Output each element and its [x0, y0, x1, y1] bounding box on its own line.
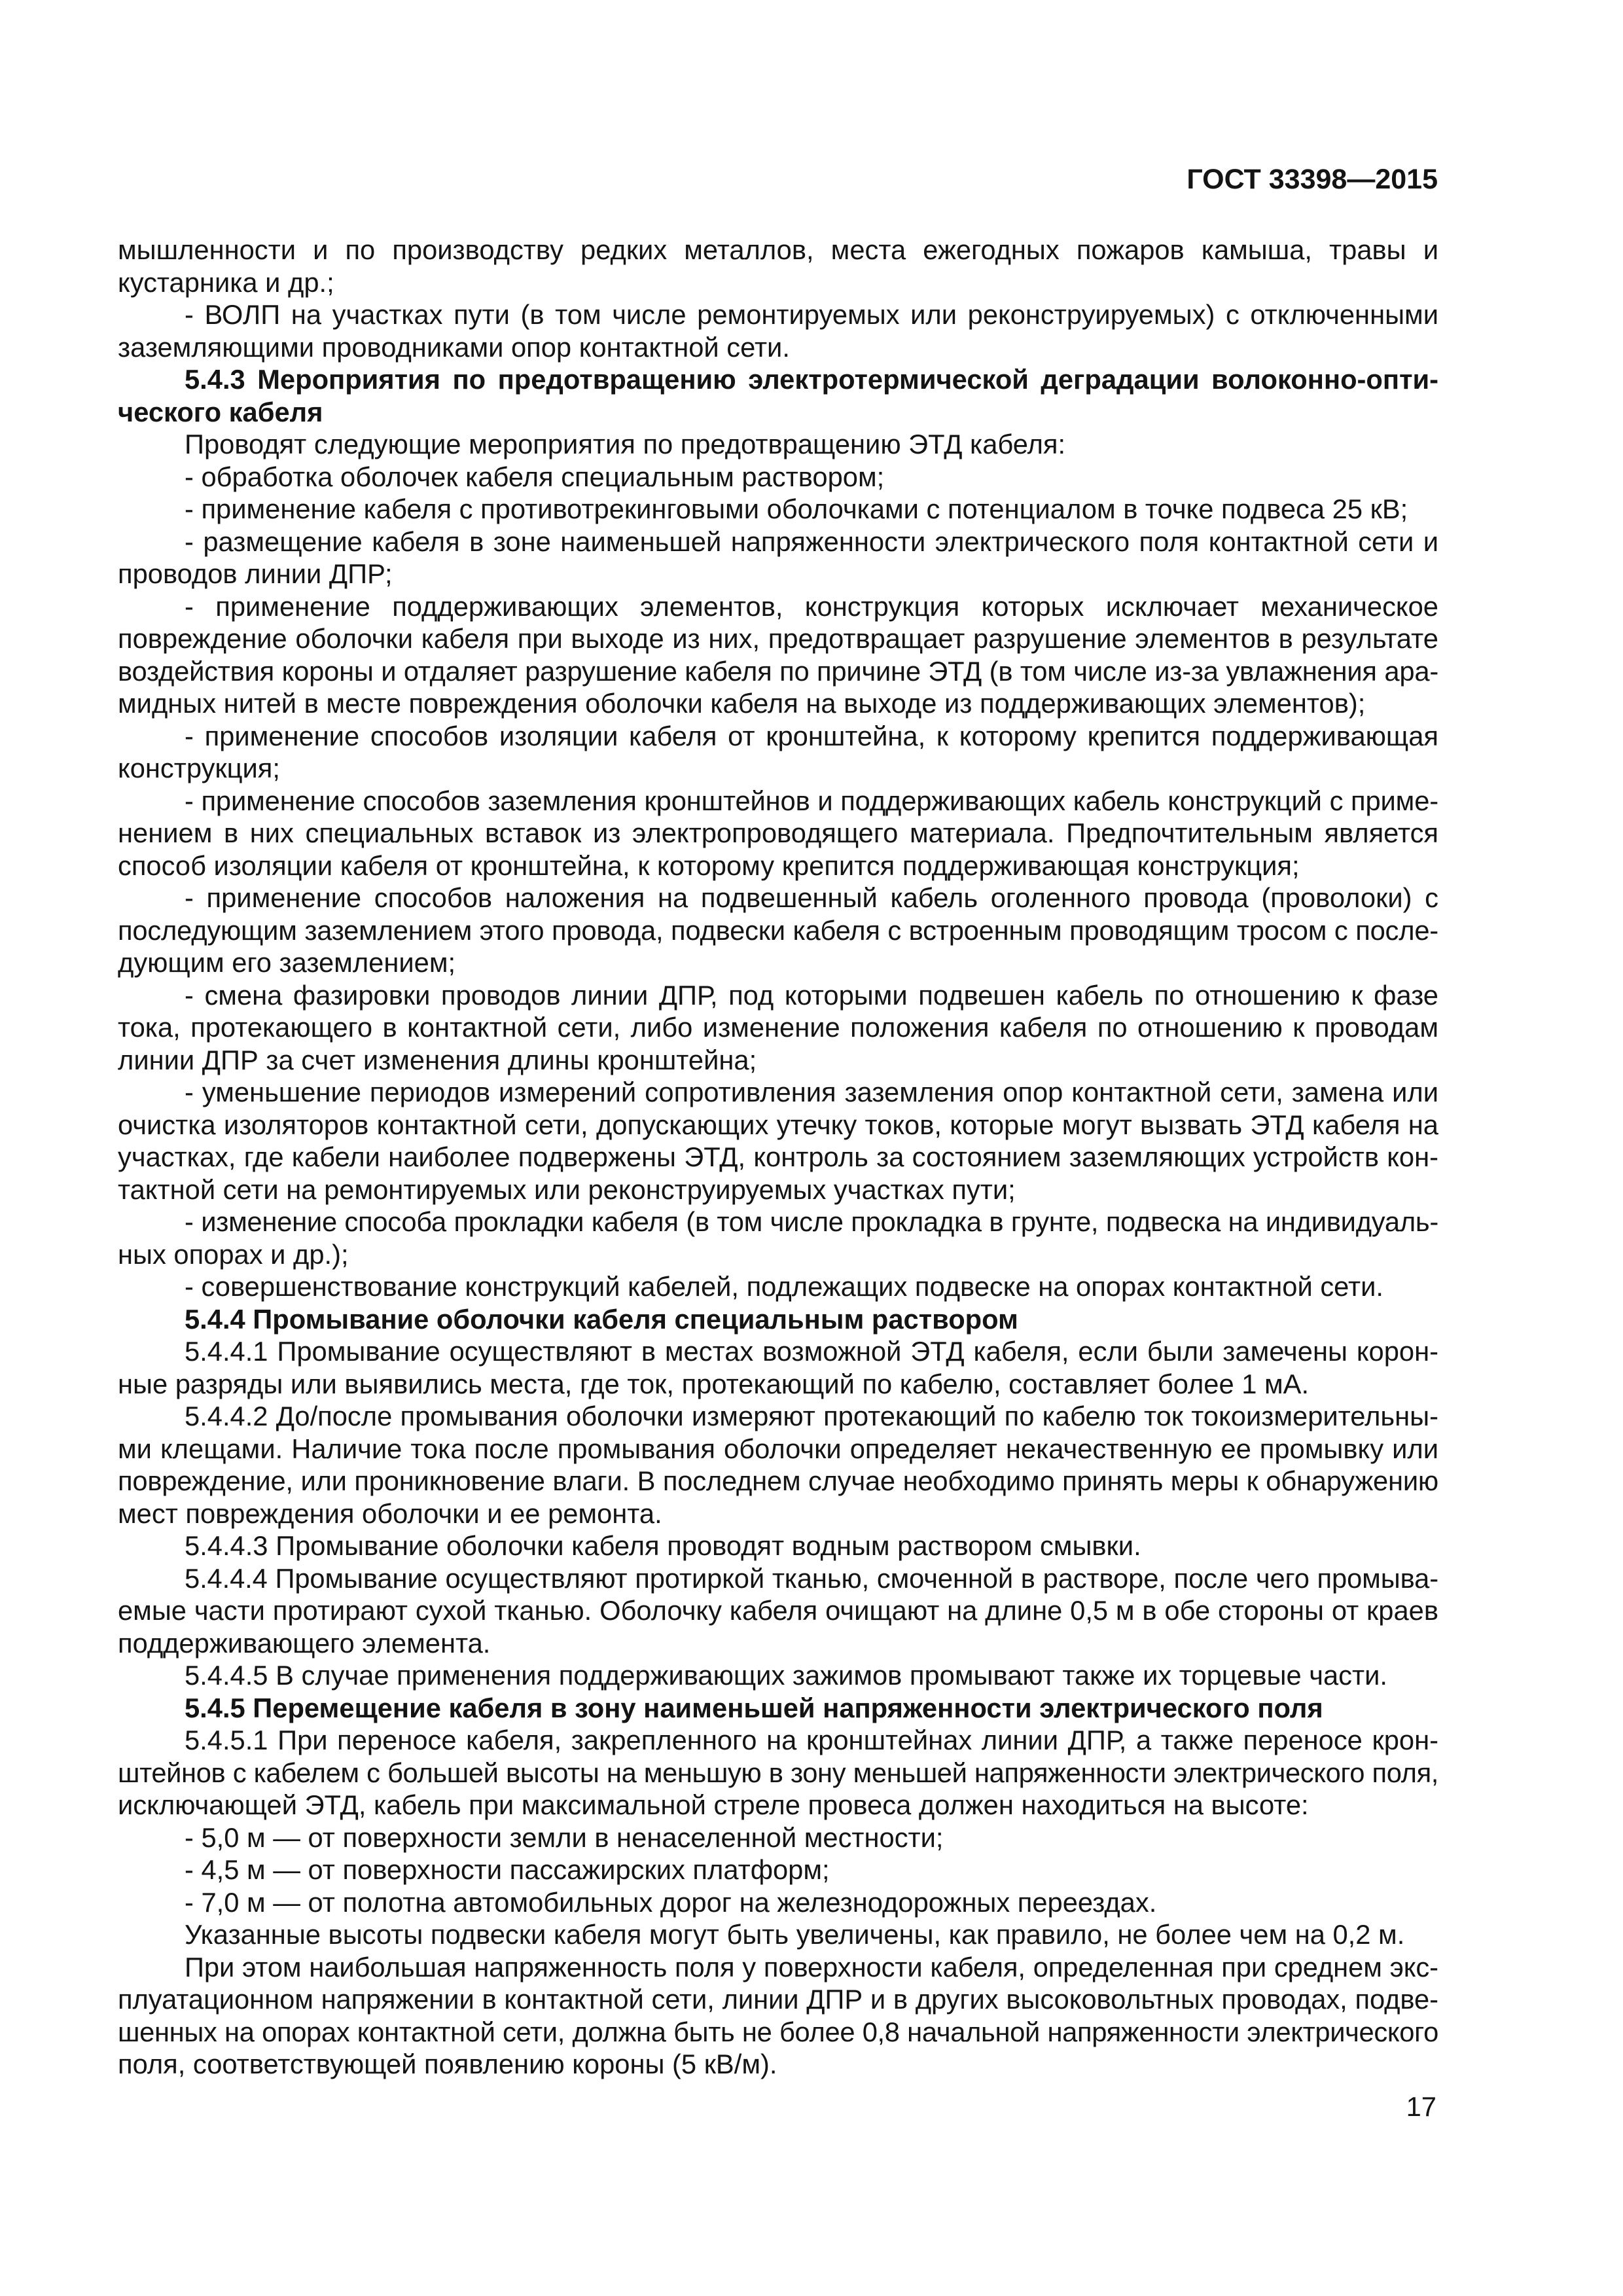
- text-line: кустарника и др.;: [118, 266, 334, 298]
- text-line: - 4,5 м — от поверхности пассажирских платформ;: [185, 1854, 830, 1885]
- text-line: поддерживающего элемента.: [118, 1627, 491, 1659]
- list-item: [118, 1821, 1438, 1854]
- text-line: - 5,0 м — от поверхности земли в ненаселенной местности;: [185, 1821, 944, 1853]
- text-line: - обработка оболочек кабеля специальным раствором;: [185, 461, 885, 492]
- heading-line: 5.4.5 Перемещение кабеля в зону наименьшей напряженности электрического поля: [185, 1692, 1323, 1723]
- paragraph: [118, 234, 1438, 298]
- text-line: - применение способов заземления кронштейнов и поддерживающих кабель конструкций с приме-: [185, 785, 1438, 816]
- clause: [118, 1659, 1438, 1692]
- list-item: [118, 461, 1438, 493]
- text-line: емые части протирают сухой тканью. Оболочку кабеля очищают на длине 0,5 м в обе стороны от краев: [118, 1595, 1438, 1626]
- text-line: шенных на опорах контактной сети, должна быть не более 0,8 начальной напряженности электрического: [118, 2016, 1438, 2047]
- text-line: 5.4.4.1 Промывание осуществляют в местах возможной ЭТД кабеля, если были замечены корон-: [185, 1336, 1438, 1367]
- list-item: [118, 298, 1438, 363]
- text-line: мышленности и по производству редких металлов, места ежегодных пожаров камыша, травы и: [118, 234, 1438, 265]
- text-line: 5.4.4.2 До/после промывания оболочки измеряют протекающий по кабелю ток токоизмерительны-: [185, 1401, 1438, 1431]
- section-heading: [118, 1692, 1438, 1725]
- section-heading: [118, 363, 1438, 428]
- text-line: - совершенствование конструкций кабелей, подлежащих подвеске на опорах контактной сети.: [185, 1271, 1383, 1302]
- text-line: поля, соответствующей появлению короны (5 кВ/м).: [118, 2049, 777, 2079]
- text-line: 5.4.4.5 В случае применения поддерживающих зажимов промывают также их торцевые части.: [185, 1660, 1387, 1691]
- list-item: [118, 979, 1438, 1077]
- clause: [118, 1335, 1438, 1400]
- standard-designation: ГОСТ 33398—2015: [1186, 164, 1438, 195]
- text-line: - применение поддерживающих элементов, конструкция которых исключает механическое: [185, 590, 1438, 622]
- text-line: конструкция;: [118, 753, 280, 783]
- text-line: Проводят следующие мероприятия по предотвращению ЭТД кабеля:: [185, 429, 1066, 459]
- paragraph: [118, 1918, 1438, 1951]
- text-line: плуатационном напряжении в контактной сети, линии ДПР и в других высоковольтных проводах, подве-: [118, 1984, 1438, 2015]
- list-item: [118, 590, 1438, 720]
- list-item: [118, 1206, 1438, 1270]
- text-line: участках, где кабели наиболее подвержены ЭТД, контроль за состоянием заземляющих устройств кон-: [118, 1141, 1438, 1172]
- list-item: [118, 1270, 1438, 1303]
- clause: [118, 1530, 1438, 1562]
- text-line: исключающей ЭТД, кабель при максимальной стреле провеса должен находиться на высоте:: [118, 1789, 1309, 1820]
- text-line: проводов линии ДПР;: [118, 558, 393, 589]
- list-item: [118, 1076, 1438, 1206]
- text-line: последующим заземлением этого провода, подвески кабеля с встроенным проводящим тросом с после-: [118, 914, 1438, 946]
- text-line: ных опорах и др.);: [118, 1238, 349, 1270]
- list-item: [118, 1854, 1438, 1886]
- text-line: дующим его заземлением;: [118, 947, 456, 978]
- list-item: [118, 526, 1438, 590]
- list-item: [118, 785, 1438, 882]
- text-line: мидных нитей в месте повреждения оболочки кабеля на выходе из поддерживающих элементов);: [118, 688, 1366, 719]
- text-line: - применение кабеля с противотрекинговыми оболочками с потенциалом в точке подвеса 25 кВ;: [185, 493, 1408, 524]
- text-line: очистка изоляторов контактной сети, допускающих утечку токов, которые могут вызвать ЭТД кабеля на: [118, 1109, 1438, 1140]
- text-line: - 7,0 м — от полотна автомобильных дорог на железнодорожных переездах.: [185, 1886, 1157, 1918]
- text-line: заземляющими проводниками опор контактной сети.: [118, 331, 790, 363]
- text-line: штейнов с кабелем с большей высоты на меньшую в зону меньшей напряженности электрического поля,: [118, 1757, 1438, 1788]
- text-line: При этом наибольшая напряженность поля у поверхности кабеля, определенная при среднем экс-: [185, 1951, 1438, 1982]
- clause: [118, 1400, 1438, 1530]
- text-line: - ВОЛП на участках пути (в том числе ремонтируемых или реконструируемых) с отключенными: [185, 299, 1438, 330]
- text-line: - уменьшение периодов измерений сопротивления заземления опор контактной сети, замена или: [185, 1077, 1438, 1107]
- text-line: нением в них специальных вставок из электропроводящего материала. Предпочтительным является: [118, 817, 1438, 848]
- list-item: [118, 493, 1438, 526]
- list-item: [118, 720, 1438, 785]
- page-number: 17: [1406, 2091, 1436, 2122]
- heading-line: ческого кабеля: [118, 396, 323, 427]
- text-line: 5.4.5.1 При переносе кабеля, закрепленного на кронштейнах линии ДПР, а также переносе крон-: [185, 1725, 1438, 1755]
- text-line: воздействия короны и отдаляет разрушение кабеля по причине ЭТД (в том числе из-за увлажнения ара-: [118, 655, 1438, 687]
- list-item: [118, 1886, 1438, 1919]
- clause: [118, 1562, 1438, 1660]
- text-line: ми клещами. Наличие тока после промывания оболочки определяет некачественную ее промывку или: [118, 1433, 1438, 1464]
- text-line: Указанные высоты подвески кабеля могут быть увеличены, как правило, не более чем на 0,2 м.: [185, 1919, 1405, 1950]
- paragraph: [118, 1951, 1438, 2081]
- text-line: 5.4.4.3 Промывание оболочки кабеля проводят водным раствором смывки.: [185, 1530, 1141, 1561]
- text-line: - смена фазировки проводов линии ДПР, под которыми подвешен кабель по отношению к фазе: [185, 979, 1438, 1011]
- text-line: ные разряды или выявились места, где ток, протекающий по кабелю, составляет более 1 мА.: [118, 1368, 1310, 1399]
- text-line: - применение способов наложения на подвешенный кабель оголенного провода (проволоки) с: [185, 882, 1438, 913]
- clause: [118, 1724, 1438, 1821]
- section-heading: [118, 1303, 1438, 1336]
- heading-line: 5.4.3 Мероприятия по предотвращению электротермической деградации волоконно-опти-: [185, 364, 1438, 395]
- text-line: мест повреждения оболочки и ее ремонта.: [118, 1498, 662, 1529]
- list-item: [118, 882, 1438, 979]
- text-line: повреждение, или проникновение влаги. В последнем случае необходимо принять меры к обнаружению: [118, 1465, 1438, 1496]
- text-line: - размещение кабеля в зоне наименьшей напряженности электрического поля контактной сети и: [185, 526, 1438, 557]
- page-body: [118, 234, 1438, 2081]
- text-line: 5.4.4.4 Промывание осуществляют протиркой тканью, смоченной в растворе, после чего промыва-: [185, 1562, 1438, 1594]
- paragraph: [118, 428, 1438, 461]
- text-line: - изменение способа прокладки кабеля (в том числе прокладка в грунте, подвеска на индивидуаль-: [185, 1206, 1438, 1237]
- text-line: - применение способов изоляции кабеля от кронштейна, к которому крепится поддерживающая: [185, 720, 1438, 751]
- heading-line: 5.4.4 Промывание оболочки кабеля специальным раствором: [185, 1303, 1018, 1335]
- text-line: повреждение оболочки кабеля при выходе из них, предотвращает разрушение элементов в результате: [118, 623, 1438, 654]
- text-line: линии ДПР за счет изменения длины кронштейна;: [118, 1044, 757, 1075]
- text-line: тока, протекающего в контактной сети, либо изменение положения кабеля по отношению к проводам: [118, 1012, 1438, 1043]
- text-line: способ изоляции кабеля от кронштейна, к которому крепится поддерживающая конструкция;: [118, 850, 1300, 881]
- text-line: тактной сети на ремонтируемых или реконструируемых участках пути;: [118, 1174, 1016, 1205]
